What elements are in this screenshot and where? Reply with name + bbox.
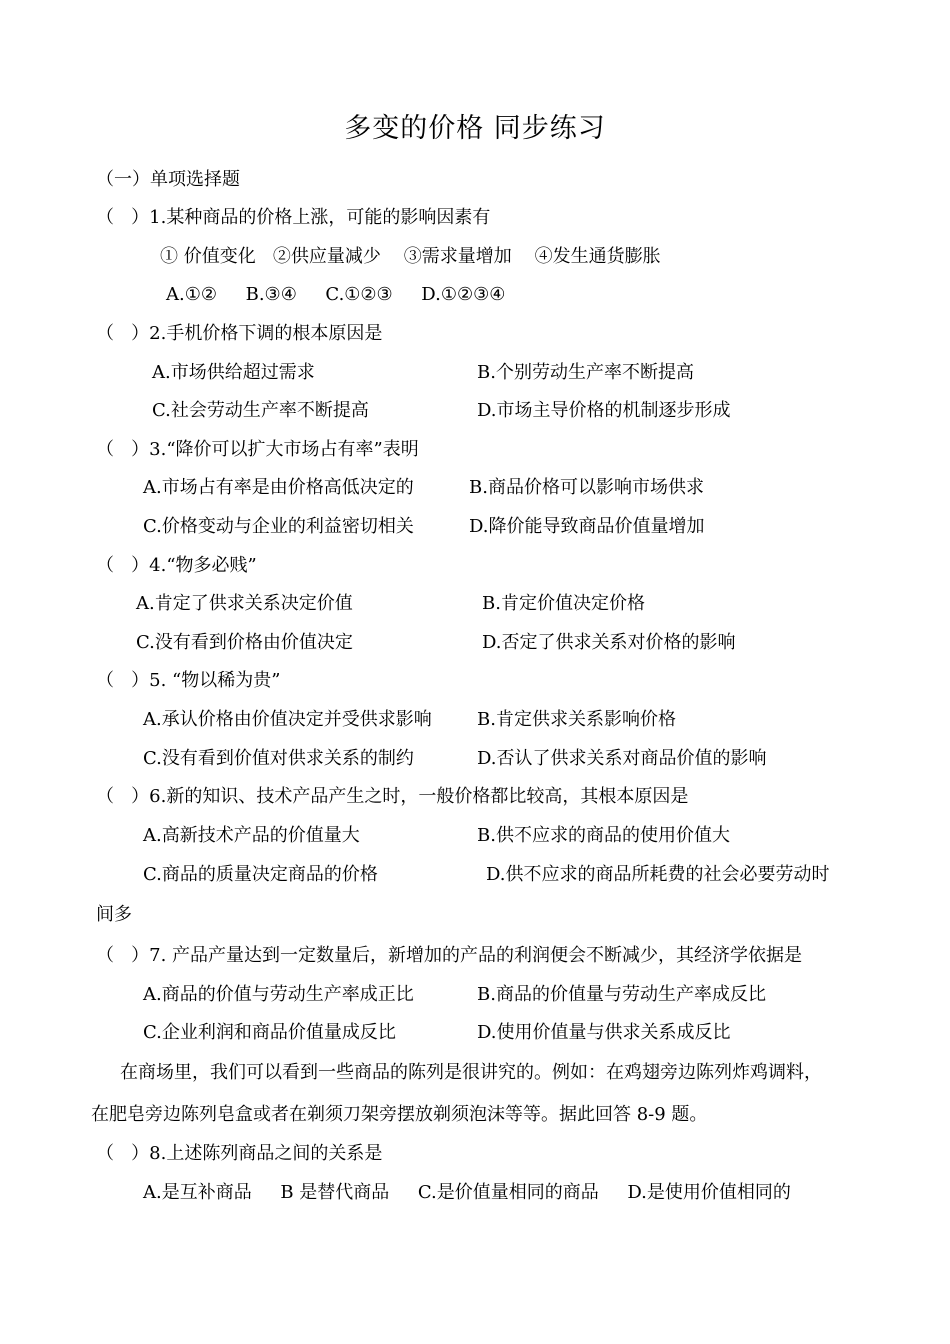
question-8-stem: （ ）8.上述陈列商品之间的关系是 <box>96 1143 383 1164</box>
question-3-stem: （ ）3.“降价可以扩大市场占有率”表明 <box>96 439 419 460</box>
question-6-option-a: A.高新技术产品的价值量大 <box>143 825 360 846</box>
question-6-option-d-continued: 间多 <box>96 904 132 925</box>
question-6-option-c: C.商品的质量决定商品的价格 <box>143 864 378 885</box>
passage-line-1: 在商场里，我们可以看到一些商品的陈列是很讲究的。例如：在鸡翅旁边陈列炸鸡调料， <box>120 1062 822 1083</box>
question-6-stem: （ ）6.新的知识、技术产品产生之时，一般价格都比较高，其根本原因是 <box>96 786 689 807</box>
page-title: 多变的价格 同步练习 <box>344 113 606 144</box>
question-1-options: A.①② B.③④ C.①②③ D.①②③④ <box>166 284 506 305</box>
question-5-option-d: D.否认了供求关系对商品价值的影响 <box>477 748 767 769</box>
question-2-option-c: C.社会劳动生产率不断提高 <box>152 400 369 421</box>
question-7-option-c: C.企业利润和商品价值量成反比 <box>143 1022 396 1043</box>
question-7-option-d: D.使用价值量与供求关系成反比 <box>477 1022 731 1043</box>
question-2-option-d: D.市场主导价格的机制逐步形成 <box>477 400 731 421</box>
question-4-option-d: D.否定了供求关系对价格的影响 <box>482 632 736 653</box>
question-6-option-d: D.供不应求的商品所耗费的社会必要劳动时 <box>486 864 830 885</box>
question-3-option-c: C.价格变动与企业的利益密切相关 <box>143 516 414 537</box>
passage-line-2: 在肥皂旁边陈列皂盒或者在剃须刀架旁摆放剃须泡沫等等。据此回答 8-9 题。 <box>91 1104 708 1125</box>
question-6-option-b: B.供不应求的商品的使用价值大 <box>477 825 730 846</box>
question-4-option-b: B.肯定价值决定价格 <box>482 593 645 614</box>
question-2-option-a: A.市场供给超过需求 <box>152 362 315 383</box>
question-5-option-c: C.没有看到价值对供求关系的制约 <box>143 748 414 769</box>
question-1-items: ① 价值变化 ②供应量减少 ③需求量增加 ④发生通货膨胀 <box>160 246 661 267</box>
question-3-option-d: D.降价能导致商品价值量增加 <box>469 516 705 537</box>
question-4-option-c: C.没有看到价格由价值决定 <box>136 632 353 653</box>
question-3-option-b: B.商品价格可以影响市场供求 <box>469 477 704 498</box>
question-5-option-a: A.承认价格由价值决定并受供求影响 <box>143 709 432 730</box>
question-7-option-a: A.商品的价值与劳动生产率成正比 <box>143 984 414 1005</box>
section-heading: （一）单项选择题 <box>96 169 240 190</box>
question-4-stem: （ ）4.“物多必贱” <box>96 555 257 576</box>
question-2-option-b: B.个别劳动生产率不断提高 <box>477 362 694 383</box>
question-4-option-a: A.肯定了供求关系决定价值 <box>136 593 353 614</box>
question-2-stem: （ ）2.手机价格下调的根本原因是 <box>96 323 383 344</box>
question-5-option-b: B.肯定供求关系影响价格 <box>477 709 676 730</box>
question-7-option-b: B.商品的价值量与劳动生产率成反比 <box>477 984 766 1005</box>
question-8-options: A.是互补商品 B 是替代商品 C.是价值量相同的商品 D.是使用价值相同的 <box>143 1182 791 1203</box>
question-7-stem: （ ）7. 产品产量达到一定数量后，新增加的产品的利润便会不断减少，其经济学依据是 <box>96 945 803 966</box>
question-5-stem: （ ）5. “物以稀为贵” <box>96 670 281 691</box>
question-3-option-a: A.市场占有率是由价格高低决定的 <box>143 477 414 498</box>
question-1-stem: （ ）1.某种商品的价格上涨，可能的影响因素有 <box>96 207 491 228</box>
